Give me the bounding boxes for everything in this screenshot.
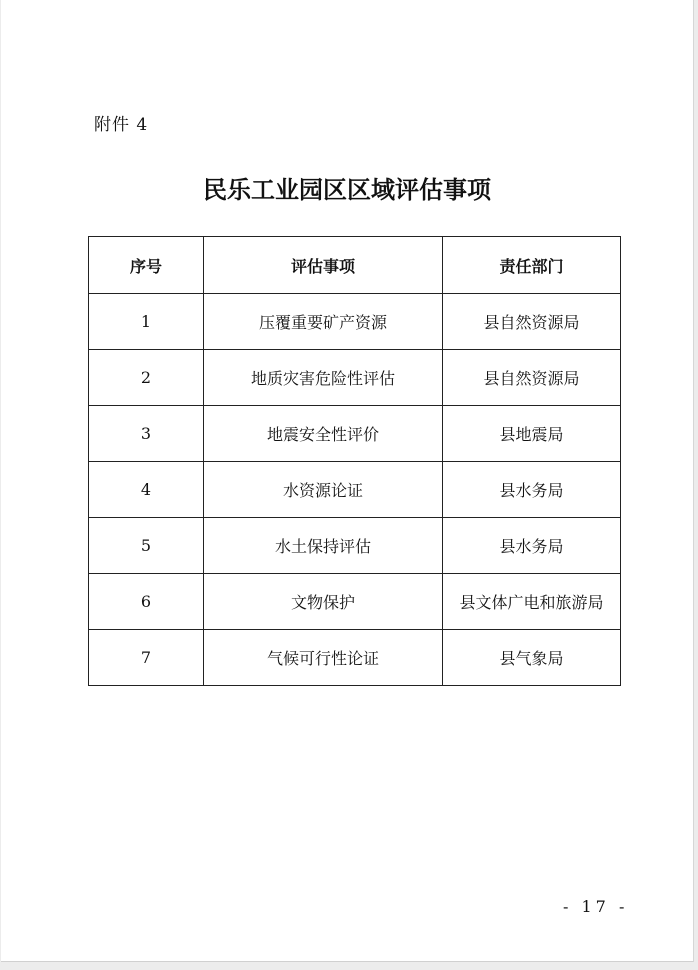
evaluation-item-cell: 气候可行性论证 [204, 630, 443, 686]
table-row [89, 406, 621, 462]
table-row [89, 294, 621, 350]
header-serial-number: 序号 [89, 237, 204, 294]
evaluation-item-cell: 水资源论证 [204, 462, 443, 518]
serial-number-cell: 3 [89, 406, 204, 462]
evaluation-item-cell: 地质灾害危险性评估 [204, 350, 443, 406]
department-cell: 县水务局 [443, 518, 621, 574]
department-cell: 县文体广电和旅游局 [443, 574, 621, 630]
serial-number-cell: 6 [89, 574, 204, 630]
table-row [89, 350, 621, 406]
document-title: 民乐工业园区区域评估事项 [203, 176, 491, 204]
page-number: - 17 - [563, 897, 629, 916]
department-cell: 县地震局 [443, 406, 621, 462]
table-row [89, 630, 621, 686]
evaluation-item-cell: 文物保护 [204, 574, 443, 630]
department-cell: 县自然资源局 [443, 350, 621, 406]
header-responsible-department: 责任部门 [443, 237, 621, 294]
evaluation-item-cell: 压覆重要矿产资源 [204, 294, 443, 350]
serial-number-cell: 5 [89, 518, 204, 574]
department-cell: 县气象局 [443, 630, 621, 686]
serial-number-cell: 4 [89, 462, 204, 518]
evaluation-item-cell: 水土保持评估 [204, 518, 443, 574]
table-header-row [89, 237, 621, 294]
evaluation-items-table [88, 236, 621, 686]
department-cell: 县水务局 [443, 462, 621, 518]
evaluation-item-cell: 地震安全性评价 [204, 406, 443, 462]
attachment-label: 附件 4 [94, 115, 149, 135]
table-row [89, 574, 621, 630]
header-evaluation-item: 评估事项 [204, 237, 443, 294]
serial-number-cell: 7 [89, 630, 204, 686]
table-row [89, 518, 621, 574]
table-row [89, 462, 621, 518]
serial-number-cell: 2 [89, 350, 204, 406]
serial-number-cell: 1 [89, 294, 204, 350]
document-page [1, 0, 694, 962]
department-cell: 县自然资源局 [443, 294, 621, 350]
